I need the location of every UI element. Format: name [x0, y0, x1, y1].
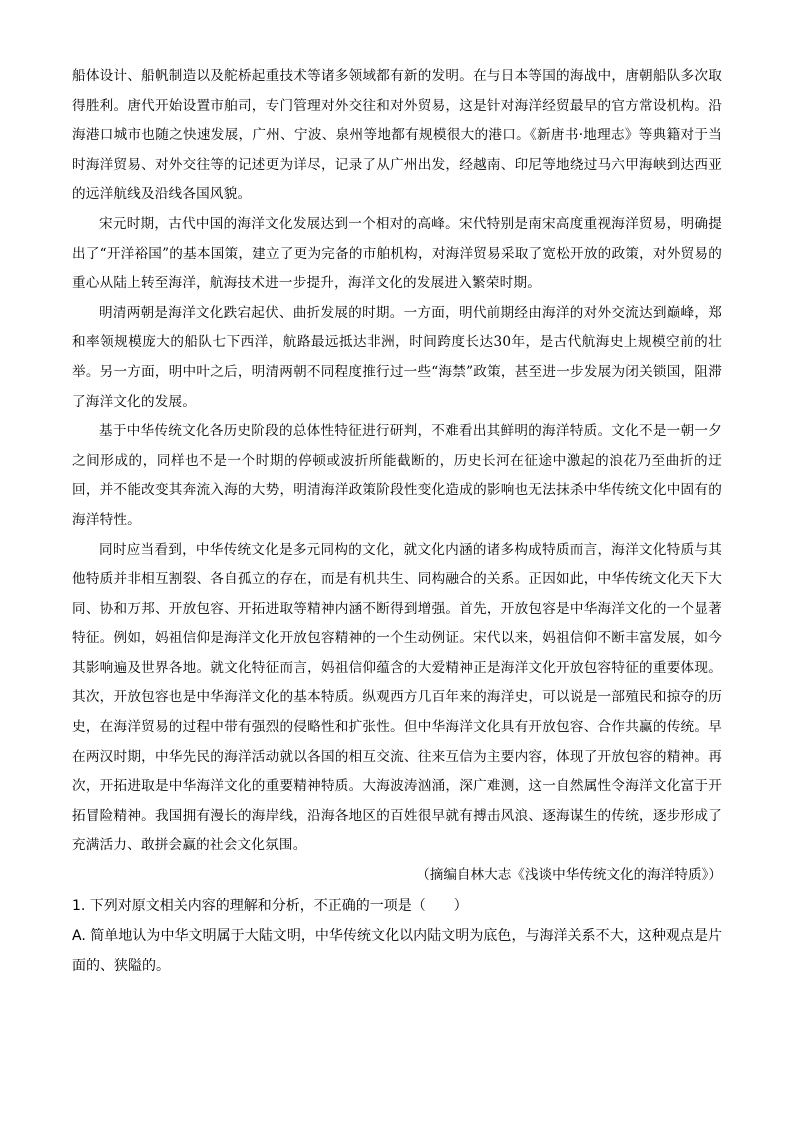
article-paragraph-2: 宋元时期，古代中国的海洋文化发展达到一个相对的高峰。宋代特别是南宋高度重视海洋贸易，明确提出了“开洋裕国”的基本国策，建立了更为完备的市舶机构，对海洋贸易采取了宽松开放的政策，对外贸易的重心从陆上转至海洋，航海技术进一步提升，海洋文化的发展进入繁荣时期。 — [72, 215, 722, 292]
article-source: （摘编自林大志《浅谈中华传统文化的海洋特质》） — [416, 867, 722, 884]
question-option-a: A. 简单地认为中华文明属于大陆文明，中华传统文化以内陆文明为底色，与海洋关系不大，这种观点是片面的、狭隘的。 — [72, 927, 722, 974]
article-paragraph-5: 同时应当看到，中华传统文化是多元同构的文化，就文化内涵的诸多构成特质而言，海洋文化特质与其他特质并非相互割裂、各自孤立的存在，而是有机共生、同构融合的关系。正因如此，中华传统文化天下大同、协和万邦、开放包容、开拓进取等精神内涵不断得到增强。首先，开放包容是中华海洋文化的一个显著特征。例如，妈祖信仰是海洋文化开放包容精神的一个生动例证。宋代以来，妈祖信仰不断丰富发展，如今其影响遍及世界各地。就文化特征而言，妈祖信仰蕴含的大爱精神正是海洋文化开放包容特征的重要体现。其次，开放包容也是中华海洋文化的基本特质。纵观西方几百年来的海洋史，可以说是一部殖民和掠夺的历史，在海洋贸易的过程中带有强烈的侵略性和扩张性。但中华海洋文化具有开放包容、合作共赢的传统。早在两汉时期，中华先民的海洋活动就以各国的相互交流、往来互信为主要内容，体现了开放包容的精神。再次，开拓进取是中华海洋文化的重要精神特质。大海波涛汹涌，深广难测，这一自然属性令海洋文化富于开拓冒险精神。我国拥有漫长的海岸线，沿海各地区的百姓很早就有搏击风浪、逐海谋生的传统，逐步形成了充满活力、敢拼会赢的社会文化氛围。 — [72, 541, 722, 854]
article-paragraph-1: 船体设计、船帆制造以及舵桥起重技术等诸多领域都有新的发明。在与日本等国的海战中，唐朝船队多次取得胜利。唐代开始设置市舶司，专门管理对外交往和对外贸易，这是针对海洋经贸最早的官方常设机构。沿海港口城市也随之快速发展，广州、宁波、泉州等地都有规模很大的港口。《新唐书·地理志》等典籍对于当时海洋贸易、对外交往等的记述更为详尽，记录了从广州出发，经越南、印尼等地绕过马六甲海峡到达西亚的远洋航线及沿线各国风貌。 — [72, 68, 722, 203]
article-paragraph-4: 基于中华传统文化各历史阶段的总体性特征进行研判，不难看出其鲜明的海洋特质。文化不是一朝一夕之间形成的，同样也不是一个时期的停顿或波折所能截断的，历史长河在征途中激起的浪花乃至曲折的迂回，并不能改变其奔流入海的大势，明清海洋政策阶段性变化造成的影响也无法抹杀中华传统文化中固有的海洋特性。 — [72, 423, 722, 528]
article-paragraph-3: 明清两朝是海洋文化跌宕起伏、曲折发展的时期。一方面，明代前期经由海洋的对外交流达到巅峰，郑和率领规模庞大的船队七下西洋，航路最远抵达非洲，时间跨度长达30年，是古代航海史上规模空前的壮举。另一方面，明中叶之后，明清两朝不同程度推行过一些“海禁”政策，甚至进一步发展为闭关锁国，阻滞了海洋文化的发展。 — [72, 304, 722, 410]
document-page — [72, 62, 722, 981]
question-stem: 1. 下列对原文相关内容的理解和分析，不正确的一项是（ ） — [72, 897, 468, 914]
